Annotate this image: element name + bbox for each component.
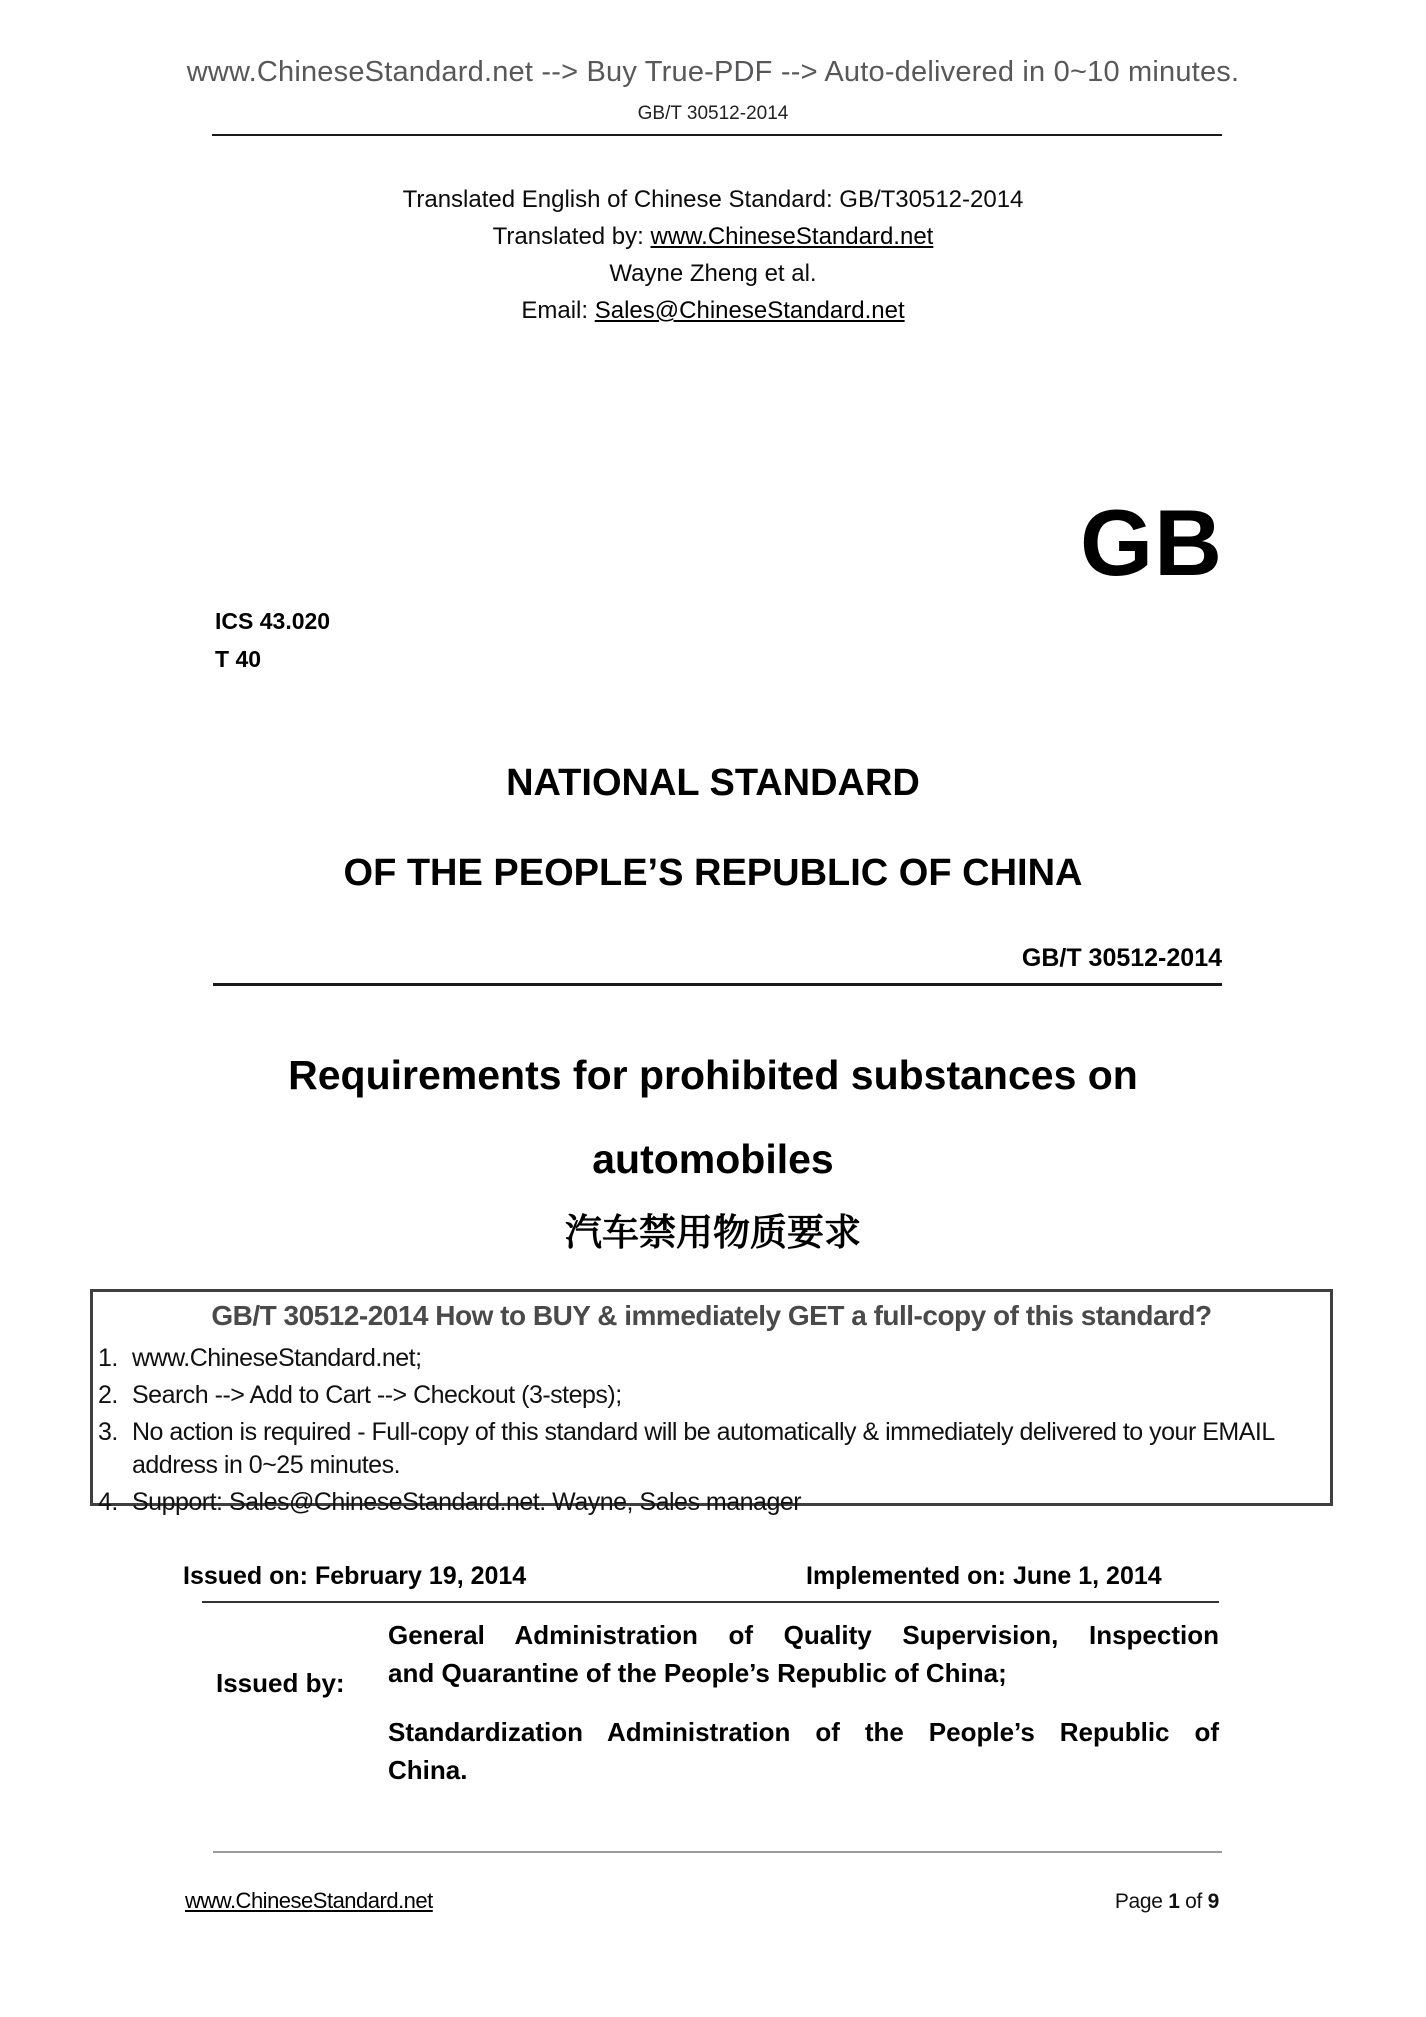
translated-by-label: Translated by: [492, 223, 651, 250]
list-item [93, 1486, 1330, 1519]
classification-code: T 40 [215, 646, 262, 672]
buy-box [90, 1289, 1333, 1516]
ics-code: ICS 43.020 [215, 608, 331, 634]
list-item-number: 3. [98, 1418, 118, 1446]
translation-line2 [0, 218, 1426, 255]
translation-line1: Translated English of Chinese Standard: GB/T30512-2014 [402, 186, 1024, 213]
list-item-text: No action is required - Full-copy of this standard will be automatically & immediately delivered to your EMAIL address in 0~25 minutes. [132, 1418, 1274, 1479]
list-item-text: Support: Sales@ChineseStandard.net. Wayne, Sales manager [132, 1488, 802, 1516]
mid-divider [213, 983, 1222, 986]
issuer-1-line1: General Administration of Quality Supervision, Inspection [388, 1620, 1219, 1650]
list-item-number: 4. [98, 1488, 118, 1516]
issuance-divider [202, 1601, 1219, 1603]
translator-author: Wayne Zheng et al. [609, 260, 817, 287]
header-divider [212, 134, 1222, 136]
list-item-text: Search --> Add to Cart --> Checkout (3-steps); [132, 1381, 622, 1409]
of-word: of [1179, 1890, 1208, 1913]
title-english-line1: Requirements for prohibited substances on [288, 1052, 1138, 1098]
translation-block [0, 181, 1426, 329]
list-item [93, 1342, 1330, 1375]
issuing-bodies [388, 1616, 1219, 1789]
list-item-text: www.ChineseStandard.net; [132, 1344, 422, 1372]
footer-site-link[interactable]: www.ChineseStandard.net [185, 1888, 433, 1913]
title-chinese: 汽车禁用物质要求 [565, 1212, 861, 1253]
footer-divider [213, 1851, 1222, 1853]
list-item [93, 1379, 1330, 1412]
implemented-on-date: Implemented on: June 1, 2014 [806, 1562, 1162, 1590]
translator-site-link[interactable]: www.ChineseStandard.net [650, 223, 934, 250]
translation-line4 [0, 292, 1426, 329]
page-word: Page [1114, 1890, 1169, 1913]
email-label: Email: [521, 297, 595, 324]
standard-code: GB/T 30512-2014 [1021, 944, 1222, 972]
title-english-line2: automobiles [592, 1136, 834, 1182]
email-link[interactable]: Sales@ChineseStandard.net [594, 297, 905, 324]
header-standard-code: GB/T 30512-2014 [637, 103, 789, 124]
page-current: 1 [1168, 1890, 1180, 1913]
issuer-2-line1: Standardization Administration of the People’s Republic of [388, 1717, 1219, 1747]
buy-box-title: GB/T 30512-2014 How to BUY & immediately GET a full-copy of this standard? [211, 1300, 1212, 1331]
issuer-2 [388, 1713, 1219, 1789]
issuer-2-line2: China. [388, 1755, 468, 1785]
national-standard-heading: NATIONAL STANDARD [506, 762, 920, 804]
prc-heading: OF THE PEOPLE’S REPUBLIC OF CHINA [343, 852, 1083, 894]
list-item-number: 2. [98, 1381, 118, 1409]
list-item-number: 1. [98, 1344, 118, 1372]
issuer-1-line2: and Quarantine of the People’s Republic of China; [388, 1658, 1007, 1688]
issuer-1 [388, 1616, 1219, 1692]
issued-on-date: Issued on: February 19, 2014 [183, 1562, 527, 1590]
header-banner: www.ChineseStandard.net --> Buy True-PDF --> Auto-delivered in 0~10 minutes. [186, 56, 1240, 88]
issued-by-label: Issued by: [216, 1668, 345, 1698]
page-total: 9 [1207, 1890, 1219, 1913]
page-number [1115, 1890, 1219, 1914]
gb-logo: GB [1080, 490, 1223, 595]
list-item [93, 1416, 1330, 1482]
buy-box-steps [93, 1342, 1330, 1519]
